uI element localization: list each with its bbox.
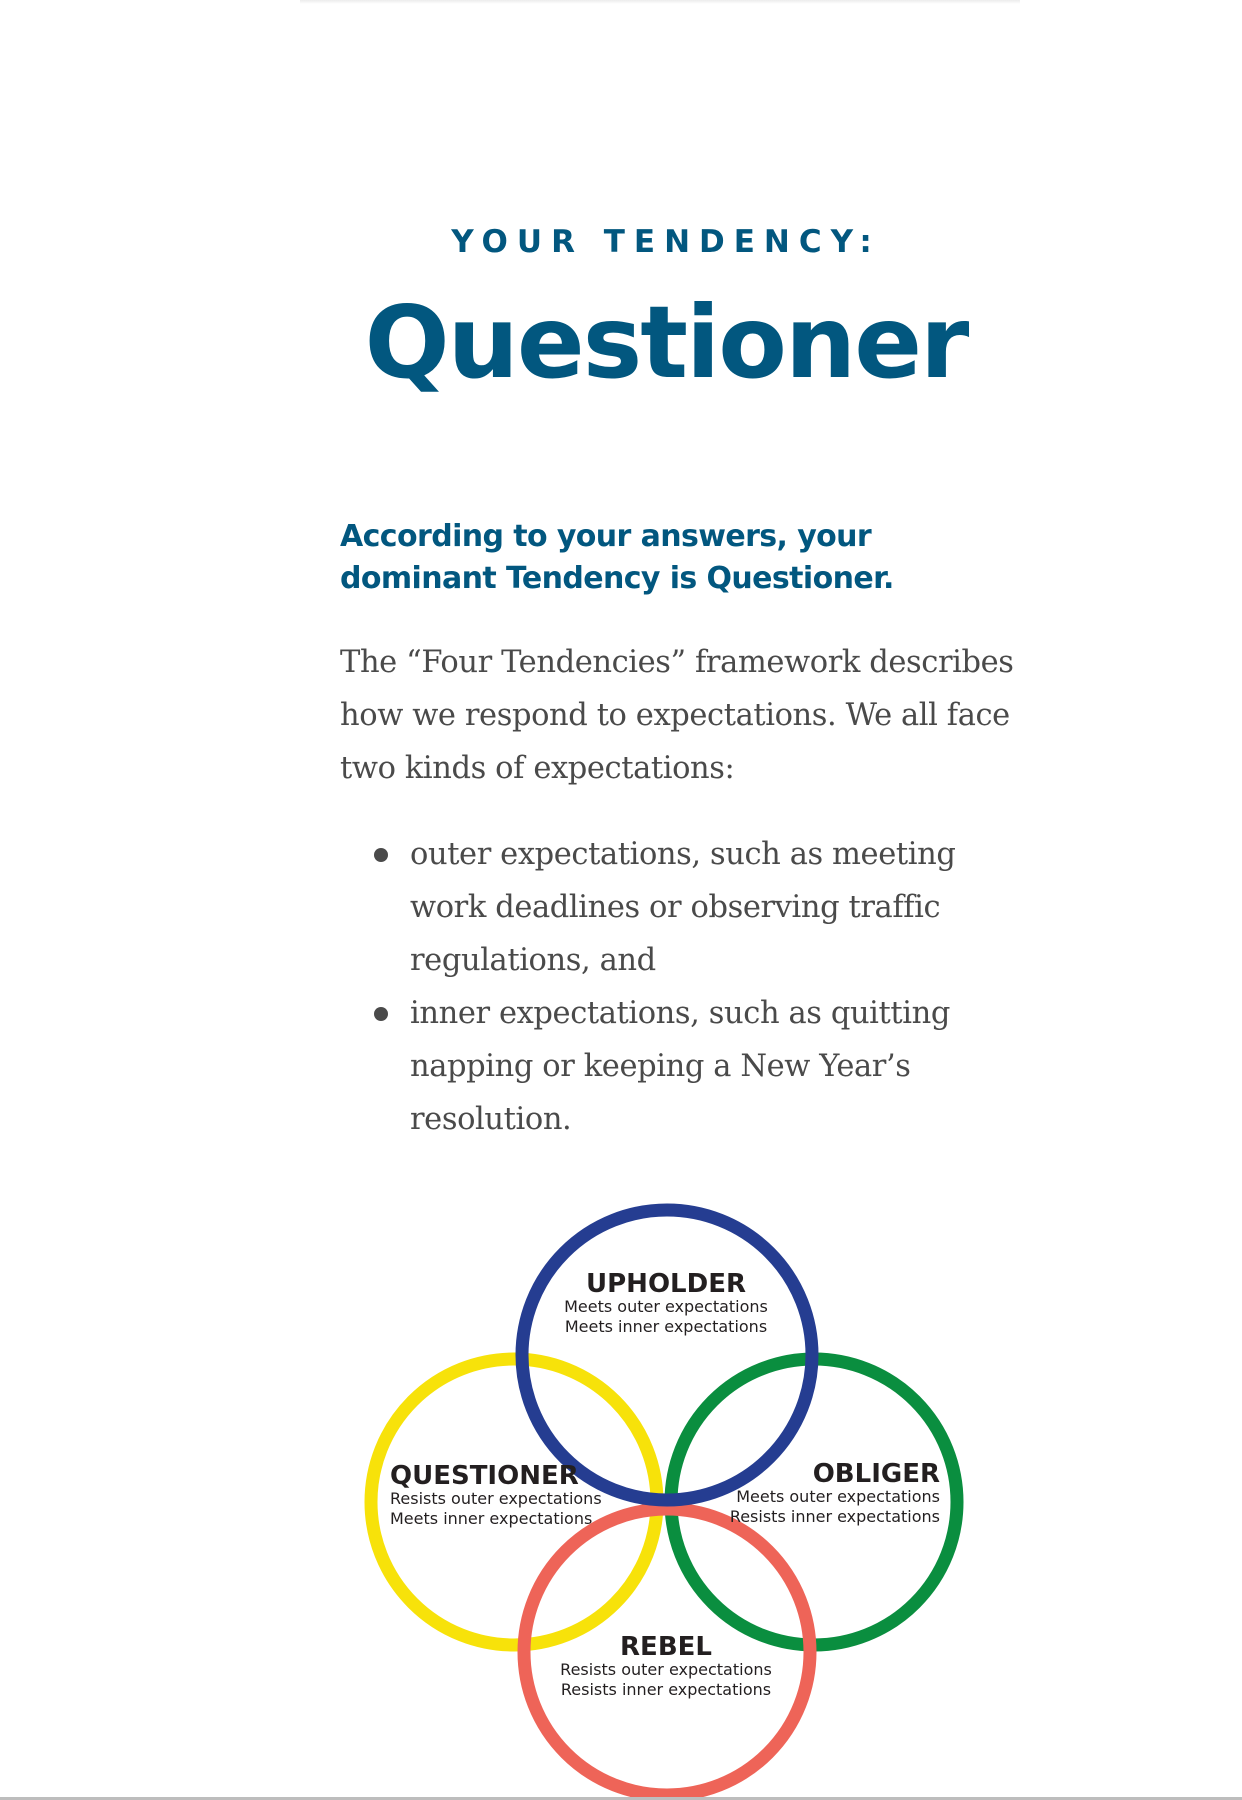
- upholder-circle: [522, 1210, 812, 1500]
- rebel-outer: Resists outer expectations: [560, 1660, 772, 1679]
- questioner-label: QUESTIONER: [390, 1461, 579, 1491]
- questioner-inner: Meets inner expectations: [390, 1509, 593, 1528]
- upholder-outer: Meets outer expectations: [564, 1297, 768, 1316]
- list-item-text: outer expectations, such as meeting work deadlines or observing traffic regulations, and: [410, 837, 956, 978]
- upholder-inner: Meets inner expectations: [564, 1317, 768, 1336]
- questioner-outer: Resists outer expectations: [390, 1489, 602, 1508]
- tendency-eyebrow: YOUR TENDENCY:: [451, 224, 881, 260]
- obliger-inner: Resists inner expectations: [729, 1507, 940, 1526]
- rebel-inner: Resists inner expectations: [560, 1680, 772, 1699]
- list-item-text: inner expectations, such as quitting napping or keeping a New Year’s resolution.: [410, 996, 950, 1137]
- obliger-label: OBLIGER: [812, 1459, 940, 1489]
- result-lead: According to your answers, your dominant Tendency is Questioner.: [340, 519, 894, 596]
- obliger-outer: Meets outer expectations: [736, 1487, 940, 1506]
- upholder-label: UPHOLDER: [586, 1269, 746, 1299]
- page-title: Questioner: [364, 284, 968, 401]
- rebel-label: REBEL: [620, 1632, 712, 1662]
- framework-description: The “Four Tendencies” framework describes how we respond to expectations. We all face two kinds of expectations:: [340, 645, 1014, 786]
